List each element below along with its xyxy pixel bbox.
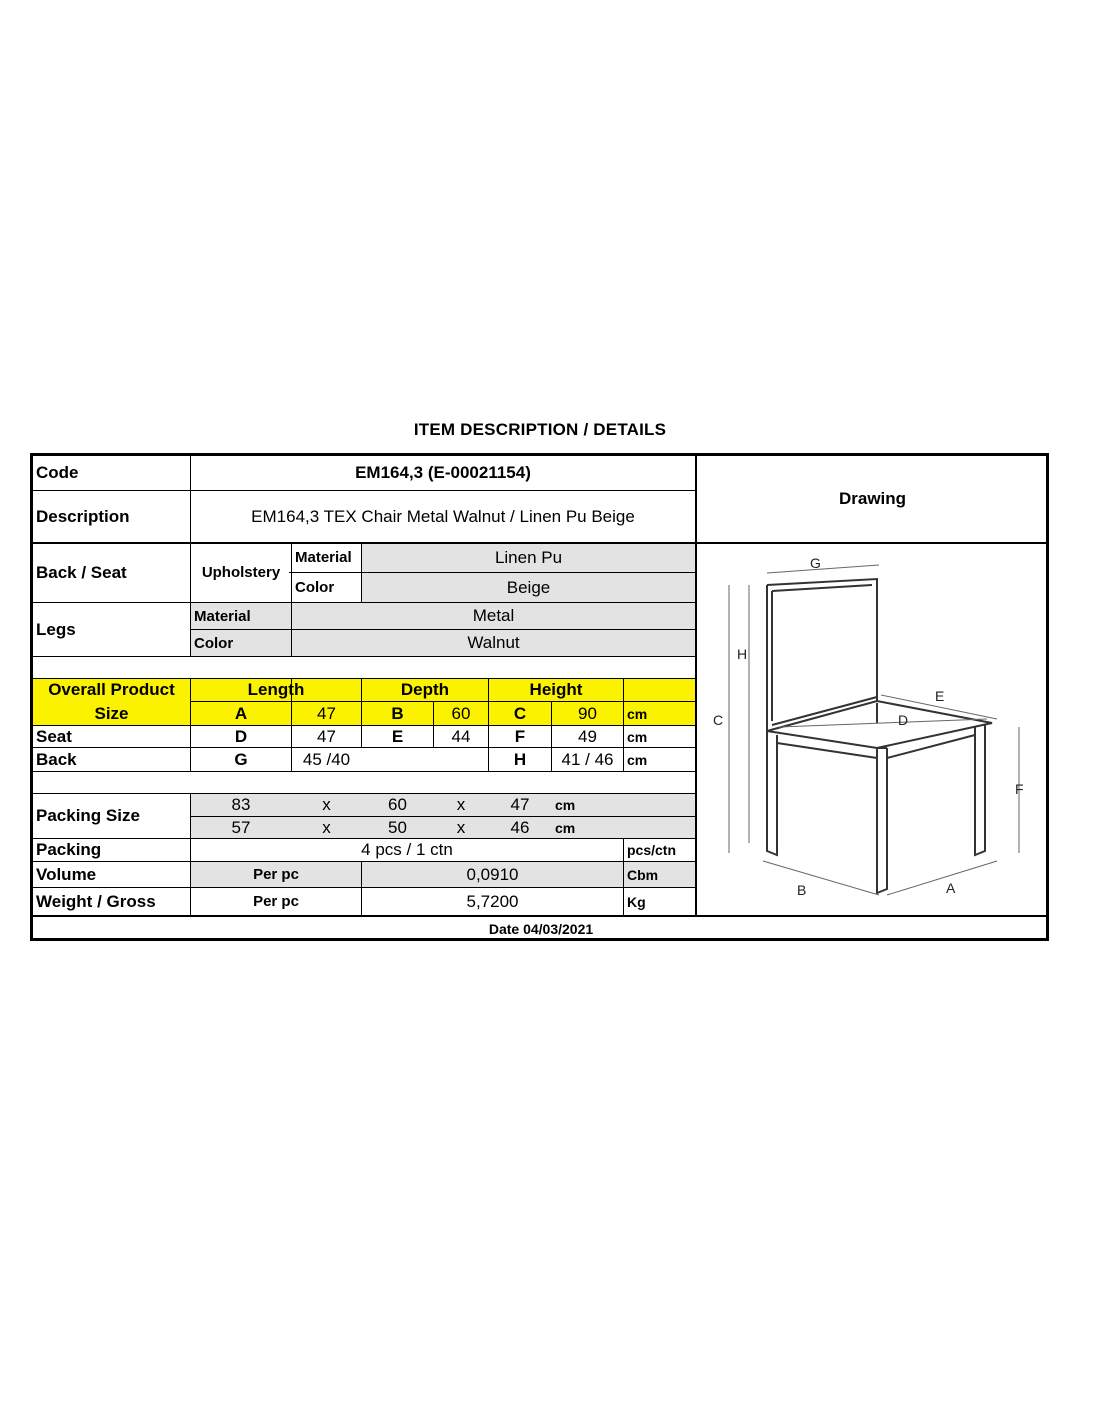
legs-material-value: Metal — [472, 606, 515, 625]
code-label: Code — [36, 463, 79, 482]
dim-c-letter: C — [513, 703, 527, 723]
code-value: EM164,3 (E-00021154) — [355, 463, 531, 482]
dim-e-value: 44 — [451, 726, 471, 746]
legs-color-value: Walnut — [467, 633, 520, 652]
packing-size-label: Packing Size — [36, 806, 140, 825]
pack1-x1: x — [322, 795, 331, 814]
upholstery-material-label: Material — [295, 549, 352, 566]
seat-unit: cm — [627, 728, 648, 745]
pack2-height: 46 — [510, 817, 530, 837]
upholstery-label: Upholstery — [201, 564, 281, 581]
date: Date 04/03/2021 — [488, 921, 594, 937]
pack2-length: 57 — [231, 817, 251, 837]
label-e: E — [935, 688, 945, 704]
dim-g-value: 45 /40 — [302, 749, 351, 769]
pack1-width: 60 — [388, 795, 407, 814]
weight-value: 5,7200 — [466, 891, 519, 911]
dim-a-value: 47 — [317, 703, 336, 723]
back-unit: cm — [627, 751, 648, 768]
pack2-width: 50 — [388, 817, 407, 837]
description-value: EM164,3 TEX Chair Metal Walnut / Linen Pu Beige — [251, 506, 635, 526]
dim-c-value: 90 — [578, 703, 597, 723]
weight-per: Per pc — [253, 893, 299, 910]
label-g: G — [810, 555, 821, 571]
overall-label-line2: Size — [94, 703, 129, 723]
height-header: Height — [529, 679, 583, 699]
volume-unit: Cbm — [627, 866, 659, 883]
pack1-length: 83 — [231, 795, 251, 814]
back-label: Back — [36, 749, 77, 769]
pack2-unit: cm — [555, 819, 576, 836]
dim-a-letter: A — [234, 703, 248, 723]
upholstery-color-value: Beige — [506, 577, 551, 597]
legs-color-label: Color — [194, 634, 234, 652]
back-seat-label: Back / Seat — [36, 562, 127, 582]
label-a: A — [946, 880, 956, 896]
label-f: F — [1015, 781, 1024, 797]
spec-sheet — [30, 453, 1049, 941]
dim-d-letter: D — [234, 726, 248, 746]
dim-g-letter: G — [234, 749, 248, 769]
depth-header: Depth — [400, 679, 450, 699]
label-d: D — [898, 712, 909, 728]
rule — [33, 771, 695, 772]
upholstery-material-value: Linen Pu — [494, 547, 563, 567]
pack1-x2: x — [456, 795, 466, 814]
packing-label: Packing — [36, 840, 102, 859]
dim-e-letter: E — [391, 726, 404, 746]
volume-per: Per pc — [253, 866, 299, 883]
dim-h-value: 41 / 46 — [561, 749, 614, 769]
rule — [33, 656, 695, 657]
chair-drawing — [697, 543, 1049, 917]
pack2-x2: x — [456, 817, 466, 837]
volume-label: Volume — [36, 864, 97, 884]
label-c: C — [713, 712, 724, 728]
pack1-unit: cm — [555, 797, 576, 813]
packing-unit: pcs/ctn — [627, 842, 677, 858]
dim-f-letter: F — [514, 726, 526, 746]
dim-h-letter: H — [513, 749, 527, 769]
description-label: Description — [36, 506, 130, 526]
dim-b-letter: B — [391, 703, 404, 723]
drawing-label: Drawing — [838, 489, 907, 508]
dim-b-value: 60 — [451, 703, 471, 723]
legs-label: Legs — [36, 619, 76, 639]
legs-material-label: Material — [194, 607, 251, 625]
label-h: H — [737, 646, 748, 662]
weight-label: Weight / Gross — [36, 891, 156, 911]
length-header: Length — [247, 679, 305, 699]
pack1-height: 47 — [510, 795, 530, 814]
label-b: B — [797, 882, 807, 898]
weight-unit: Kg — [627, 893, 646, 910]
upholstery-color-label: Color — [295, 579, 335, 596]
dim-f-value: 49 — [578, 726, 597, 746]
dim-d-value: 47 — [317, 726, 336, 746]
seat-label: Seat — [36, 726, 72, 746]
packing-value: 4 pcs / 1 ctn — [361, 840, 453, 859]
pack2-x1: x — [322, 817, 331, 837]
page-title: ITEM DESCRIPTION / DETAILS — [413, 420, 667, 439]
overall-label-line1: Overall Product — [48, 680, 175, 699]
volume-value: 0,0910 — [466, 864, 519, 884]
overall-unit: cm — [627, 705, 648, 722]
